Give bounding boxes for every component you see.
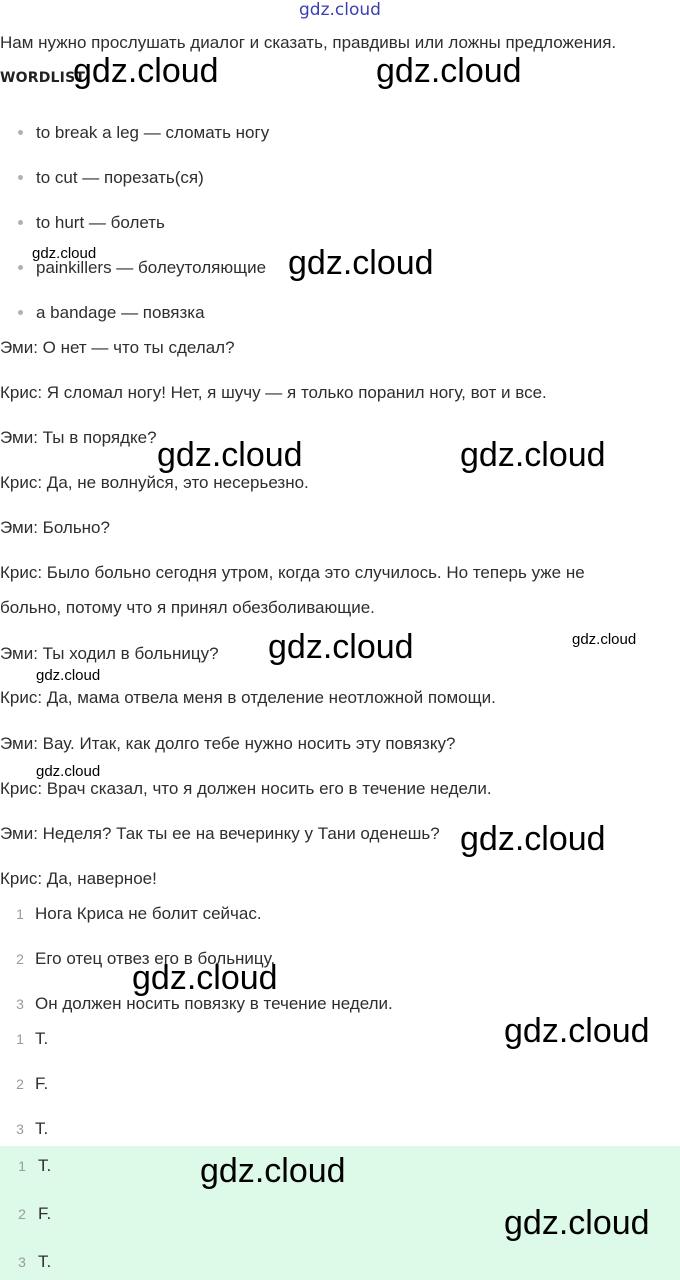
dialogue-line: Эми: Вау. Итак, как долго тебе нужно носить эту повязку? — [0, 734, 456, 753]
dialogue-line: Крис: Да, не волнуйся, это несерьезно. — [0, 473, 309, 492]
bullet-icon — [18, 310, 23, 315]
watermark: gdz.cloud — [157, 436, 303, 474]
list-number: 2 — [16, 951, 24, 967]
dialogue-line: Крис: Я сломал ногу! Нет, я шучу — я только поранил ногу, вот и все. — [0, 383, 547, 402]
dialogue-line: Крис: Было больно сегодня утром, когда это случилось. Но теперь уже не — [0, 563, 585, 582]
watermark: gdz.cloud — [36, 667, 101, 684]
dialogue-line: Эми: Ты в порядке? — [0, 428, 157, 447]
watermark: gdz.cloud — [32, 245, 97, 262]
answer-text: F. — [38, 1204, 52, 1223]
bullet-icon — [18, 220, 23, 225]
watermark: gdz.cloud — [460, 820, 606, 858]
watermark: gdz.cloud — [132, 959, 278, 997]
dialogue-line: больно, потому что я принял обезболивающие. — [0, 598, 375, 617]
answer-text: T. — [38, 1252, 52, 1271]
watermark: gdz.cloud — [460, 436, 606, 474]
watermark: gdz.cloud — [268, 628, 414, 666]
dialogue-line: Эми: О нет — что ты сделал? — [0, 338, 235, 357]
wordlist-heading: WORDLIST — [0, 70, 86, 86]
dialogue-line: Крис: Врач сказал, что я должен носить его в течение недели. — [0, 779, 492, 798]
dialogue-line: Эми: Ты ходил в больницу? — [0, 644, 219, 663]
watermark: gdz.cloud — [288, 244, 434, 282]
list-number: 1 — [16, 1031, 24, 1047]
intro-text: Нам нужно прослушать диалог и сказать, правдивы или ложны предложения. — [0, 33, 617, 52]
statement-text: Его отец отвез его в больницу. — [35, 949, 276, 968]
watermark: gdz.cloud — [73, 52, 219, 90]
answer-text: T. — [35, 1119, 49, 1138]
dialogue-line: Крис: Да, наверное! — [0, 869, 157, 888]
site-header-link[interactable]: gdz.cloud — [299, 0, 381, 20]
answer-text: T. — [35, 1029, 49, 1048]
wordlist-item: to cut — порезать(ся) — [36, 168, 204, 187]
list-number: 1 — [18, 1158, 26, 1174]
list-number: 3 — [16, 996, 24, 1012]
bullet-icon — [18, 265, 23, 270]
bullet-icon — [18, 175, 23, 180]
answer-text: F. — [35, 1074, 49, 1093]
dialogue-line: Эми: Неделя? Так ты ее на вечеринку у Тани оденешь? — [0, 824, 440, 843]
watermark: gdz.cloud — [504, 1012, 650, 1050]
watermark: gdz.cloud — [36, 763, 101, 780]
watermark: gdz.cloud — [376, 52, 522, 90]
list-number: 3 — [18, 1254, 26, 1270]
answer-text: T. — [38, 1156, 52, 1175]
watermark: gdz.cloud — [200, 1152, 346, 1190]
list-number: 2 — [18, 1206, 26, 1222]
list-number: 2 — [16, 1076, 24, 1092]
statement-text: Он должен носить повязку в течение недели. — [35, 994, 393, 1013]
wordlist-item: to break a leg — сломать ногу — [36, 123, 270, 142]
watermark: gdz.cloud — [504, 1204, 650, 1242]
watermark: gdz.cloud — [572, 631, 637, 648]
dialogue-line: Крис: Да, мама отвела меня в отделение неотложной помощи. — [0, 688, 496, 707]
dialogue-line: Эми: Больно? — [0, 518, 110, 537]
list-number: 3 — [16, 1121, 24, 1137]
wordlist-item: a bandage — повязка — [36, 303, 205, 322]
list-number: 1 — [16, 906, 24, 922]
wordlist-item: to hurt — болеть — [36, 213, 165, 232]
wordlist-item: painkillers — болеутоляющие — [36, 258, 267, 277]
bullet-icon — [18, 130, 23, 135]
statement-text: Нога Криса не болит сейчас. — [35, 904, 262, 923]
